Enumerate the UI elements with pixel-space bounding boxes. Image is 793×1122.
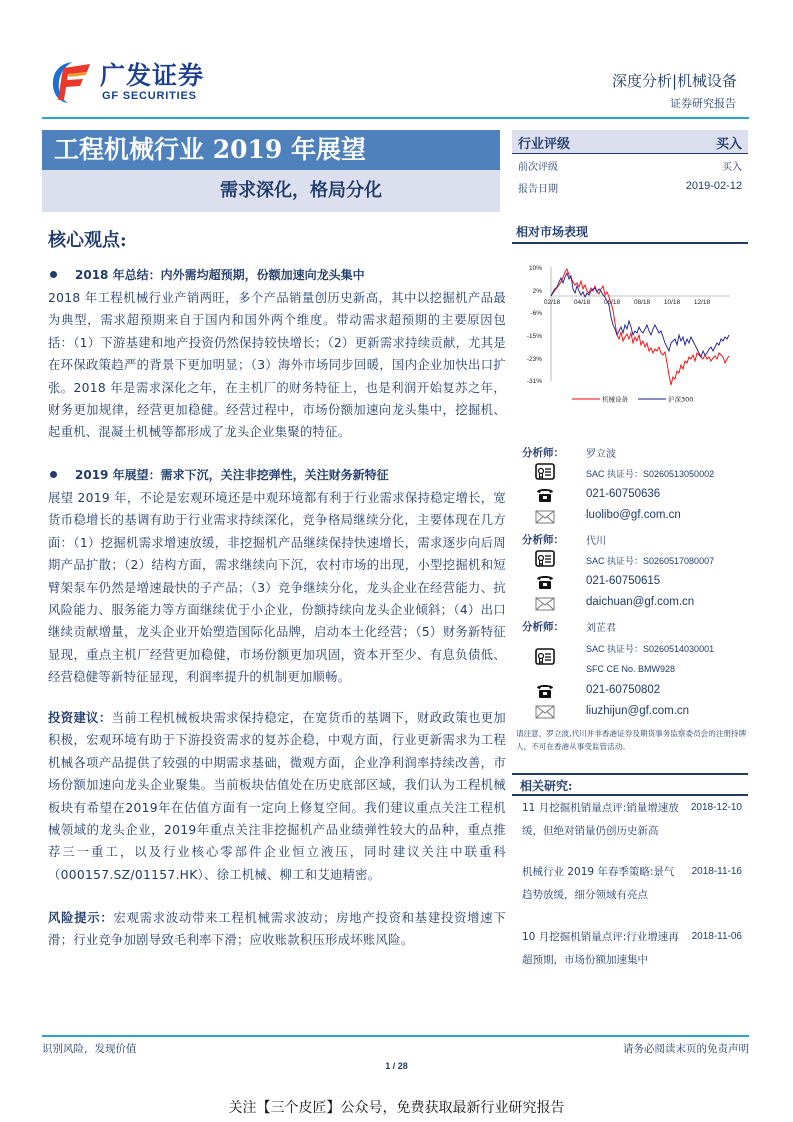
report-category: 深度分析|机械设备 bbox=[611, 72, 737, 90]
related-research-item-date: 2018-11-06 bbox=[691, 931, 742, 942]
footer-divider bbox=[42, 1035, 749, 1037]
analyst-name: 罗立波 bbox=[586, 449, 616, 460]
previous-rating-label: 前次评级 bbox=[518, 162, 558, 173]
bullet-icon bbox=[50, 471, 57, 478]
chart-legend bbox=[572, 395, 693, 404]
analyst-email[interactable]: luolibo@gf.com.cn bbox=[586, 509, 681, 521]
analyst-license-note: 请注意，罗立波,代川并非香港证券及期货事务监察委员会的注册持牌人，不可在香港从事受监管活动。 bbox=[516, 729, 747, 751]
analyst-phone: 021-60750636 bbox=[586, 488, 661, 500]
relative-performance-chart bbox=[512, 255, 748, 415]
report-date-label: 报告日期 bbox=[518, 184, 558, 195]
series-machinery bbox=[551, 269, 729, 385]
footer-disclaimer-note: 请务必阅读末页的免责声明 bbox=[623, 1043, 749, 1055]
risk-warning bbox=[48, 907, 506, 952]
report-date-value: 2019-02-12 bbox=[685, 180, 742, 192]
svg-text:08/18: 08/18 bbox=[633, 299, 651, 306]
analyst-sac-number: SAC 执证号：S0260514030001 bbox=[586, 644, 715, 654]
related-research-item-title[interactable]: 10 月挖掘机销量点评:行业增速再超预期，市场份额加速集中 bbox=[522, 931, 679, 966]
risk-warning-label: 风险提示： bbox=[48, 911, 114, 925]
related-research-item-title[interactable]: 机械行业 2019 年春季策略:景气趋势放缓，细分领域有亮点 bbox=[522, 866, 675, 901]
email-icon bbox=[534, 508, 556, 526]
telephone-icon bbox=[534, 573, 556, 591]
svg-text:10/18: 10/18 bbox=[663, 299, 681, 306]
svg-text:02/18: 02/18 bbox=[543, 299, 561, 306]
telephone-icon bbox=[534, 486, 556, 504]
y-tick-label: -31% bbox=[526, 378, 542, 385]
related-research-top-divider bbox=[512, 773, 748, 775]
related-research-item-date: 2018-12-10 bbox=[690, 802, 742, 813]
x-axis bbox=[544, 296, 730, 306]
legend-csi300: 沪深300 bbox=[668, 395, 694, 404]
section-2019-outlook-body: 展望 2019 年，不论是宏观环境还是中观环境都有利于行业需求保持稳定增长，宽货币稳增长的基调有助于行业需求持续深化，竞争格局继续分化，主要体现在几方面：（1）挖掘机需求增速放缓，非挖掘机产品继续保持快速增长，需求逐步向后周期产品扩散；（2）结构方面，需求继续向下沉，农村市场的出现，小型挖掘机和短臂架泵车仍然是增速最快的子产品；（3）竞争继续分化，龙头企业在经营能力、抗风险能力、服务能力等方面继续优于小企业，份额持续向龙头企业倾斜；（4）出口继续贡献增量，龙头企业开始塑造国际化品牌，启动本土化经营；（5）财务新特征显现，重点主机厂经营更加稳健，市场份额更加巩固，资本开至少、有息负债低、经营稳健等新特征显现，利润率提升的机制更加顺畅。 bbox=[48, 491, 506, 685]
y-axis bbox=[527, 265, 551, 385]
related-research-item[interactable] bbox=[522, 797, 748, 842]
investment-advice bbox=[48, 707, 506, 886]
report-type: 证券研究报告 bbox=[670, 97, 736, 110]
analyst-name: 代川 bbox=[586, 536, 606, 547]
rating-label: 行业评级 bbox=[518, 137, 571, 152]
analyst-label: 分析师： bbox=[522, 447, 564, 459]
related-research-item[interactable] bbox=[522, 861, 748, 906]
core-views-title: 核心观点: bbox=[48, 230, 127, 251]
y-tick-label: -6% bbox=[530, 310, 542, 317]
analyst-phone: 021-60750615 bbox=[586, 575, 661, 587]
related-research-title: 相关研究: bbox=[520, 779, 573, 793]
footer-slogan: 识别风险，发现价值 bbox=[42, 1043, 137, 1055]
svg-text:04/18: 04/18 bbox=[573, 299, 591, 306]
performance-divider bbox=[512, 242, 748, 244]
logo-chinese-name: 广发证券 bbox=[100, 61, 205, 90]
email-icon bbox=[534, 595, 556, 613]
promo-banner: 关注【三个皮匠】公众号，免费获取最新行业研究报告 bbox=[228, 1100, 565, 1116]
bullet-icon bbox=[50, 271, 57, 278]
y-tick-label: 10% bbox=[528, 265, 542, 272]
y-tick-label: -23% bbox=[526, 356, 542, 363]
analyst-label: 分析师： bbox=[522, 534, 564, 546]
investment-advice-label: 投资建议： bbox=[48, 711, 112, 725]
header-divider bbox=[42, 117, 749, 119]
report-title: 工程机械行业 2019 年展望 bbox=[42, 130, 500, 170]
rating-value: 买入 bbox=[715, 137, 742, 152]
gf-securities-logo bbox=[50, 60, 210, 104]
previous-rating-value: 买入 bbox=[722, 162, 742, 173]
analyst-name: 刘芷君 bbox=[586, 623, 616, 634]
related-research-bottom-divider bbox=[512, 794, 748, 796]
email-icon bbox=[534, 703, 556, 721]
related-research-item-title[interactable]: 11 月挖掘机销量点评:销量增速放缓，但绝对销量仍创历史新高 bbox=[522, 802, 679, 837]
series-csi300 bbox=[551, 273, 729, 357]
y-tick-label: -15% bbox=[526, 333, 542, 340]
related-research-item[interactable] bbox=[522, 926, 748, 971]
svg-text:06/18: 06/18 bbox=[603, 299, 621, 306]
logo-english-name: GF SECURITIES bbox=[102, 90, 197, 102]
report-subtitle: 需求深化，格局分化 bbox=[42, 170, 500, 212]
analyst-email[interactable]: liuzhijun@gf.com.cn bbox=[586, 705, 690, 717]
relative-performance-title: 相对市场表现 bbox=[516, 225, 589, 239]
related-research-item-date: 2018-11-16 bbox=[691, 866, 742, 877]
analyst-sfc-number: SFC CE No. BMW928 bbox=[586, 664, 676, 674]
investment-advice-body: 当前工程机械板块需求保持稳定，在宽货币的基调下，财政政策也更加积极，宏观环境有助于下游投资需求的复苏企稳，中观方面，行业更新需求为工程机械各项产品提供了较强的中期需求基础，微观方面，企业净利润率持续改善，市场份额加速向龙头企业聚集。当前板块估值处在历史底部区域，我们认为工程机械板块有希望在2019年在估值方面有一定向上修复空间。我们建议重点关注工程机械领域的龙头企业，2019年重点关注非挖掘机产品业绩弹性较大的品种，重点推荐三一重工，以及行业核心零部件企业恒立液压，同时建议关注中联重科（000157.SZ/01157.HK）、徐工机械、柳工和艾迪精密。 bbox=[48, 711, 506, 882]
analyst-email[interactable]: daichuan@gf.com.cn bbox=[586, 596, 695, 608]
analyst-sac-number: SAC 执证号：S0260513050002 bbox=[586, 469, 715, 479]
telephone-icon bbox=[534, 682, 556, 700]
y-tick-label: 2% bbox=[532, 288, 542, 295]
certificate-icon bbox=[534, 648, 556, 666]
analyst-label: 分析师： bbox=[522, 621, 564, 633]
legend-machinery: 机械设备 bbox=[602, 395, 628, 404]
certificate-icon bbox=[534, 463, 556, 481]
section-2018-summary-heading: 2018 年总结：内外需均超预期，份额加速向龙头集中 bbox=[50, 266, 365, 283]
industry-rating-header bbox=[512, 130, 748, 154]
analyst-sac-number: SAC 执证号：S0260517080007 bbox=[586, 556, 715, 566]
analyst-phone: 021-60750802 bbox=[586, 684, 661, 696]
gf-logo-mark-icon bbox=[50, 60, 92, 104]
risk-warning-body: 宏观需求波动带来工程机械需求波动；房地产投资和基建投资增速下滑；行业竞争加剧导致毛利率下滑；应收账款积压形成坏账风险。 bbox=[48, 911, 506, 948]
svg-text:12/18: 12/18 bbox=[693, 299, 711, 306]
certificate-icon bbox=[534, 550, 556, 568]
section-2018-summary-body: 2018 年工程机械行业产销两旺，多个产品销量创历史新高，其中以挖掘机产品最为典型，需求超预期来自于国内和国外两个维度。带动需求超预期的主要原因包括：（1）下游基建和地产投资仍然保持较快增长；（2）更新需求持续贡献，尤其是在环保政策趋严的背景下更加明显；（3）海外市场同步回暖，国内企业加快出口扩张。2018 年是需求深化之年，在主机厂的财务特征上，也是利润开始复苏之年，财务更加规律，经营更加稳健。经营过程中，市场份额加速向龙头集中，挖掘机、起重机、混凝土机械等都形成了龙头企业集聚的特征。 bbox=[48, 291, 506, 440]
section-2019-outlook-heading: 2019 年展望：需求下沉，关注非挖弹性，关注财务新特征 bbox=[50, 466, 389, 483]
page-number: 1 / 28 bbox=[385, 1061, 408, 1071]
